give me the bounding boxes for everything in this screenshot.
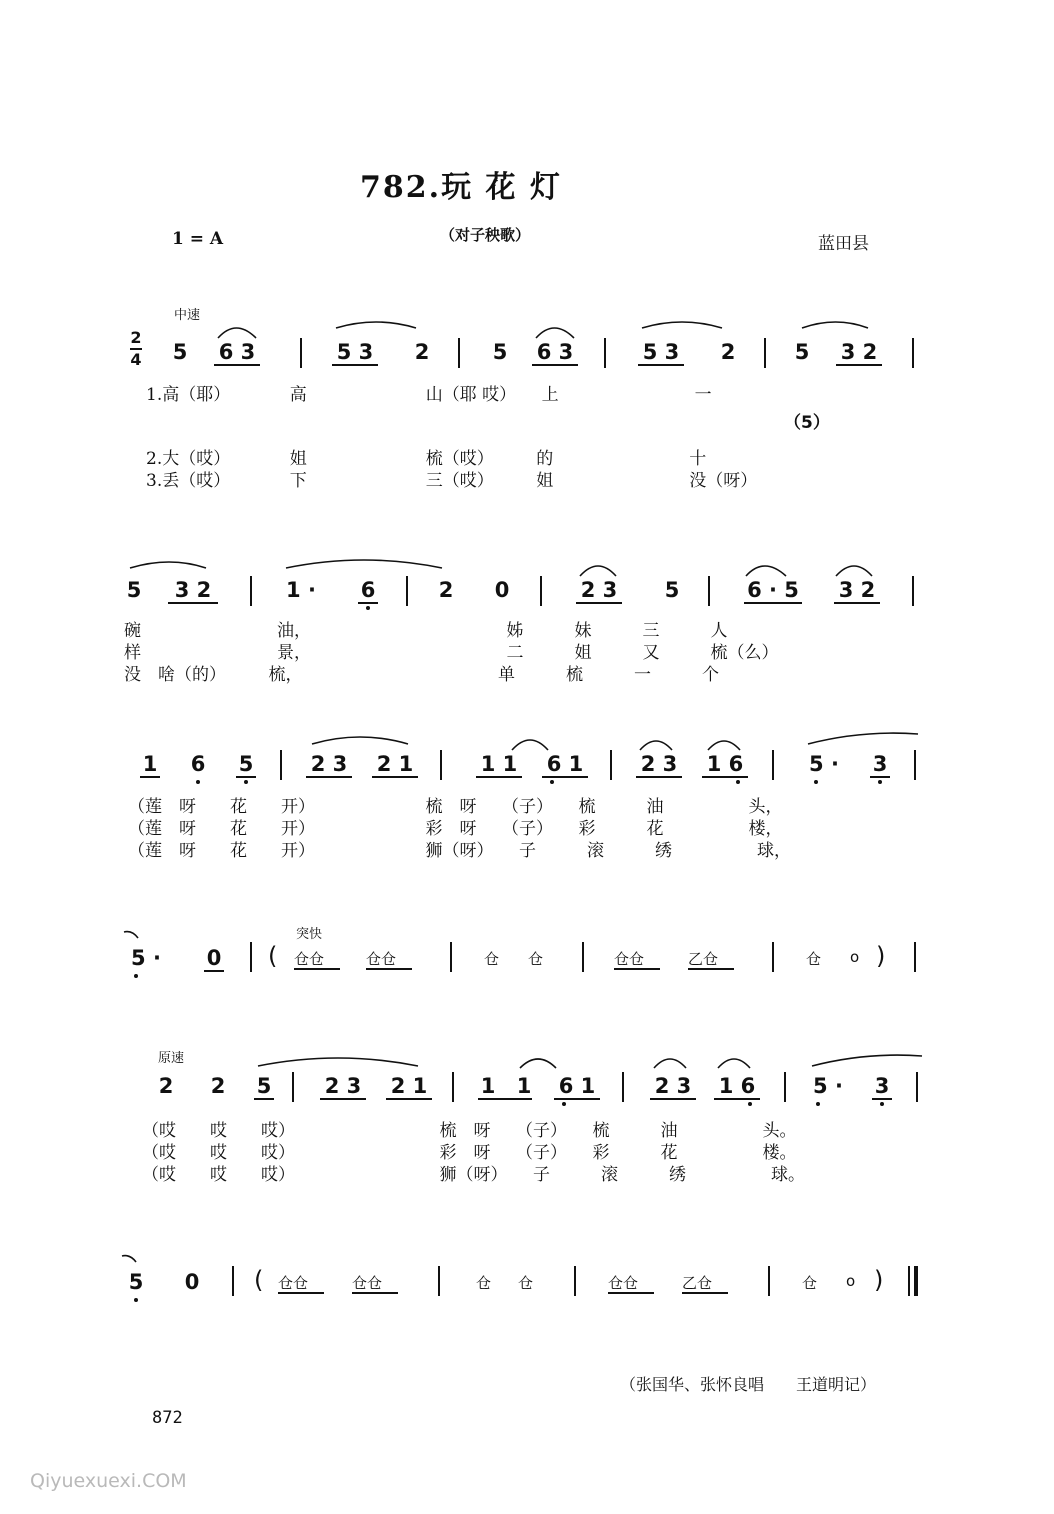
note: 5 3 — [642, 340, 680, 364]
octave-dot — [550, 780, 554, 784]
note: 5 — [238, 752, 254, 776]
octave-dot — [816, 1102, 820, 1106]
barline — [300, 338, 302, 368]
barline — [540, 576, 542, 606]
ornament-note: （5） — [784, 413, 830, 433]
octave-dot — [134, 1298, 138, 1302]
barline — [280, 750, 282, 780]
percussion-syllable: 仓 — [484, 950, 500, 968]
note: 1 — [480, 1074, 496, 1098]
note: 1 6 — [718, 1074, 756, 1098]
note: 5 — [172, 340, 188, 364]
octave-dot — [814, 780, 818, 784]
barline — [622, 1072, 624, 1102]
barline — [250, 942, 252, 972]
lyric-verse-2: （哎 哎 哎） 彩 呀 （子） 彩 花 楼。 — [142, 1143, 797, 1163]
percussion-syllable: 仓仓 — [608, 1274, 639, 1292]
underline — [386, 1098, 432, 1100]
barline — [250, 576, 252, 606]
underline — [352, 1292, 398, 1294]
underline — [542, 776, 588, 778]
note: 5 — [664, 578, 680, 602]
time-signature-top: 2 — [130, 328, 142, 347]
underline — [608, 1292, 654, 1294]
note: 1 1 — [480, 752, 518, 776]
percussion-syllable: 仓 — [802, 1274, 818, 1292]
barline — [232, 1266, 234, 1296]
note: 2 — [438, 578, 454, 602]
tempo-mark-moderate: 中速 — [174, 308, 201, 323]
barline — [764, 338, 766, 368]
note: 2 3 — [324, 1074, 362, 1098]
tempo-mark-original: 原速 — [158, 1051, 185, 1066]
percussion-syllable: 仓 — [528, 950, 544, 968]
barline — [574, 1266, 576, 1296]
underline — [682, 1292, 728, 1294]
note: 6 1 — [546, 752, 584, 776]
paren-close: ) — [876, 942, 886, 970]
note: 6 3 — [218, 340, 256, 364]
barline — [708, 576, 710, 606]
barline — [912, 576, 914, 606]
octave-dot — [244, 780, 248, 784]
final-barline-thick — [914, 1266, 918, 1296]
song-subtitle: （对子秧歌） — [440, 226, 531, 244]
underline — [714, 1098, 760, 1100]
note: 2 — [158, 1074, 174, 1098]
note: 1 6 — [706, 752, 744, 776]
octave-dot — [880, 1102, 884, 1106]
percussion-syllable: 仓 — [476, 1274, 492, 1292]
percussion-syllable: 仓仓 — [352, 1274, 383, 1292]
underline — [614, 968, 660, 970]
paren-open: ( — [268, 942, 278, 970]
note: 5 — [126, 578, 142, 602]
lyric-verse-3: （莲 呀 花 开） 狮（呀） 子 滚 绣 球， — [128, 841, 791, 861]
lyric-verse-1: 1.高（耶） 高 山（耶 哎） 上 一 — [146, 385, 712, 405]
underline — [236, 776, 256, 778]
note: 5 — [492, 340, 508, 364]
note: 3 — [872, 752, 888, 776]
barline — [450, 942, 452, 972]
underline — [744, 602, 802, 604]
barline — [768, 1266, 770, 1296]
tempo-mark-sudden-fast: 突快 — [296, 927, 323, 942]
barline — [772, 942, 774, 972]
barline — [914, 750, 916, 780]
percussion-syllable: 仓 — [518, 1274, 534, 1292]
percussion-syllable: 仓仓 — [294, 950, 325, 968]
note: 2 — [720, 340, 736, 364]
underline — [168, 602, 218, 604]
lyric-verse-3: 没 啥（的） 梳， 单 梳 一 个 — [124, 665, 719, 685]
underline — [576, 602, 622, 604]
note: 2 — [414, 340, 430, 364]
percussion-syllable: o — [846, 1272, 856, 1290]
note: 5 — [256, 1074, 272, 1098]
barline — [292, 1072, 294, 1102]
lyric-verse-2: （莲 呀 花 开） 彩 呀 （子） 彩 花 楼， — [128, 819, 783, 839]
note: 5 · — [809, 752, 839, 776]
octave-dot — [878, 780, 882, 784]
note: 2 3 — [580, 578, 618, 602]
underline — [554, 1098, 600, 1100]
underline — [532, 364, 578, 366]
note: 0 — [206, 946, 222, 970]
paren-open: ( — [254, 1266, 264, 1294]
underline — [834, 602, 880, 604]
barline — [784, 1072, 786, 1102]
note: 2 3 — [640, 752, 678, 776]
final-barline-thin — [908, 1266, 910, 1296]
barline — [914, 942, 916, 972]
credit-line: （张国华、张怀良唱 王道明记） — [620, 1375, 877, 1394]
barline — [406, 576, 408, 606]
barline — [458, 338, 460, 368]
barline — [610, 750, 612, 780]
underline — [140, 776, 160, 778]
note: 5 — [128, 1270, 144, 1294]
paren-close: ) — [874, 1266, 884, 1294]
percussion-syllable: 仓仓 — [614, 950, 645, 968]
barline — [440, 750, 442, 780]
octave-dot — [366, 606, 370, 610]
note: 1 — [142, 752, 158, 776]
underline — [358, 602, 378, 604]
lyric-verse-2: 样 景， 二 姐 又 梳（么） — [124, 643, 779, 663]
underline — [638, 364, 684, 366]
song-title: 782.玩 花 灯 — [360, 170, 562, 205]
note: 5 — [794, 340, 810, 364]
note: 2 1 — [390, 1074, 428, 1098]
watermark-text: Qiyuexuexi.COM — [30, 1470, 187, 1492]
lyric-verse-3: 3.丢（哎） 下 三（哎） 姐 没（呀） — [146, 471, 758, 491]
percussion-syllable: o — [850, 948, 860, 966]
note: 6 — [190, 752, 206, 776]
barline — [912, 338, 914, 368]
key-signature: 1 = A — [172, 229, 224, 249]
underline — [372, 776, 418, 778]
note: 6 · 5 — [747, 578, 799, 602]
underline — [650, 1098, 696, 1100]
underline — [476, 776, 522, 778]
barline — [438, 1266, 440, 1296]
underline — [214, 364, 260, 366]
octave-dot — [736, 780, 740, 784]
percussion-syllable: 仓 — [806, 950, 822, 968]
lyric-verse-2: 2.大（哎） 姐 梳（哎） 的 十 — [146, 449, 707, 469]
region-label: 蓝田县 — [818, 234, 869, 254]
note: 1 · — [286, 578, 316, 602]
note: 5 3 — [336, 340, 374, 364]
percussion-syllable: 仓仓 — [278, 1274, 309, 1292]
lyric-verse-1: （哎 哎 哎） 梳 呀 （子） 梳 油 头。 — [142, 1121, 797, 1141]
note: 3 2 — [840, 340, 878, 364]
octave-dot — [562, 1102, 566, 1106]
note: 3 — [874, 1074, 890, 1098]
underline — [836, 364, 882, 366]
underline — [478, 1098, 532, 1100]
underline — [702, 776, 748, 778]
octave-dot — [748, 1102, 752, 1106]
underline — [204, 970, 224, 972]
note: 2 3 — [654, 1074, 692, 1098]
underline — [278, 1292, 324, 1294]
note: 1 — [516, 1074, 532, 1098]
underline — [306, 776, 352, 778]
barline — [772, 750, 774, 780]
note: 2 3 — [310, 752, 348, 776]
note: 2 — [210, 1074, 226, 1098]
octave-dot — [134, 974, 138, 978]
note: 3 2 — [838, 578, 876, 602]
underline — [332, 364, 378, 366]
underline — [366, 968, 412, 970]
note: 3 2 — [174, 578, 212, 602]
note: 2 1 — [376, 752, 414, 776]
underline — [254, 1098, 274, 1100]
underline — [872, 1098, 892, 1100]
percussion-syllable: 仓仓 — [366, 950, 397, 968]
note: 0 — [184, 1270, 200, 1294]
barline — [452, 1072, 454, 1102]
lyric-verse-3: （哎 哎 哎） 狮（呀） 子 滚 绣 球。 — [142, 1165, 805, 1185]
note: 6 3 — [536, 340, 574, 364]
lyric-verse-1: （莲 呀 花 开） 梳 呀 （子） 梳 油 头， — [128, 797, 783, 817]
time-signature-bottom: 4 — [130, 350, 142, 369]
underline — [870, 776, 890, 778]
underline — [688, 968, 734, 970]
barline — [604, 338, 606, 368]
note: 6 1 — [558, 1074, 596, 1098]
barline — [916, 1072, 918, 1102]
note: 6 — [360, 578, 376, 602]
percussion-syllable: 乙仓 — [688, 950, 719, 968]
percussion-syllable: 乙仓 — [682, 1274, 713, 1292]
lyric-verse-1: 碗 油， 姊 妹 三 人 — [124, 621, 728, 641]
underline — [294, 968, 340, 970]
note: 0 — [494, 578, 510, 602]
note: 5 · — [813, 1074, 843, 1098]
barline — [582, 942, 584, 972]
note: 5 · — [131, 946, 161, 970]
octave-dot — [196, 780, 200, 784]
underline — [636, 776, 682, 778]
page-number: 872 — [152, 1408, 183, 1428]
underline — [320, 1098, 366, 1100]
